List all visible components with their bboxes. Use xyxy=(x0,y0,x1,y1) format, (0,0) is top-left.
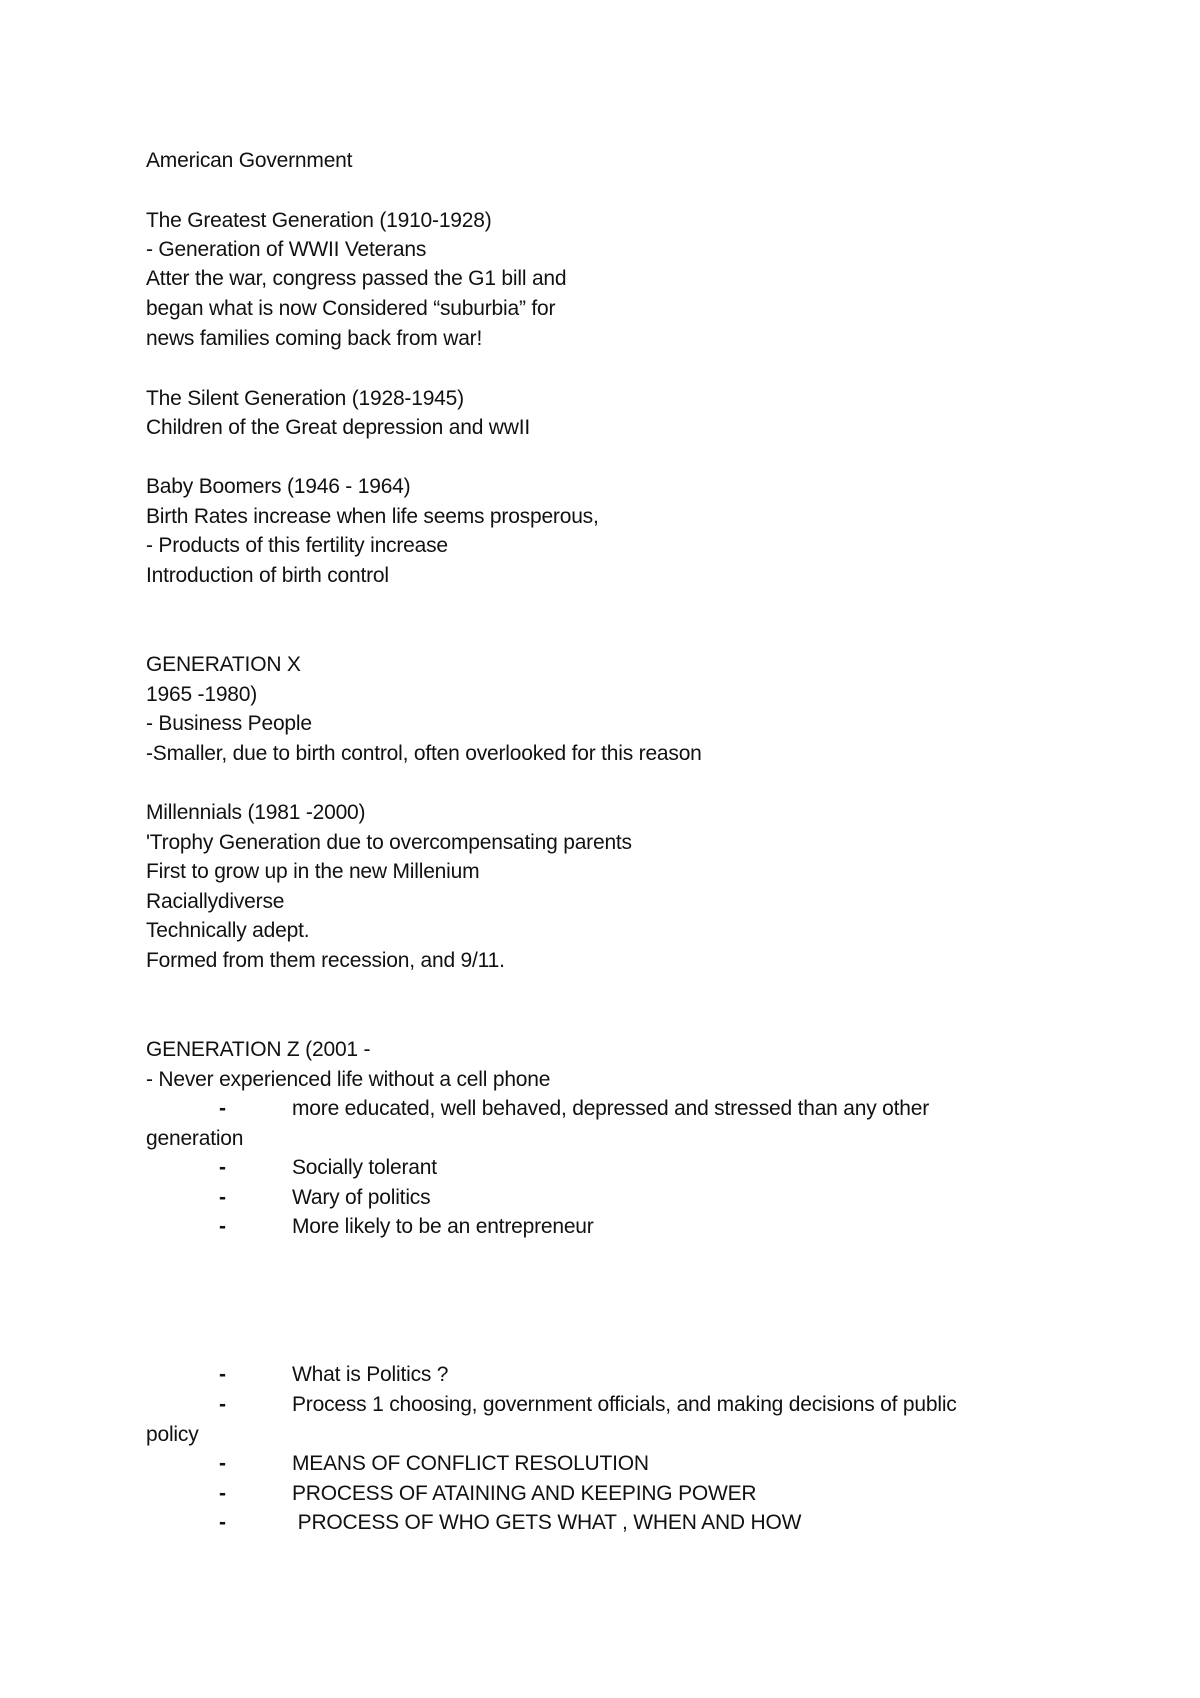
section-heading-silent: The Silent Generation (1928-1945) xyxy=(146,387,464,410)
text-line: - Business People xyxy=(146,712,312,735)
bullet-item: More likely to be an entrepreneur xyxy=(292,1215,594,1238)
bullet-dash: - xyxy=(219,1482,226,1505)
text-line: Technically adept. xyxy=(146,919,310,942)
text-line: Raciallydiverse xyxy=(146,890,285,913)
bullet-dash: - xyxy=(219,1156,226,1179)
bullet-dash: - xyxy=(219,1363,226,1386)
bullet-item: Socially tolerant xyxy=(292,1156,437,1179)
text-line: Children of the Great depression and wwII xyxy=(146,416,531,439)
bullet-item: MEANS OF CONFLICT RESOLUTION xyxy=(292,1452,649,1475)
bullet-dash: - xyxy=(219,1215,226,1238)
text-line: Atter the war, congress passed the G1 bill and xyxy=(146,267,567,290)
section-heading-boomers: Baby Boomers (1946 - 1964) xyxy=(146,475,411,498)
bullet-item: Process 1 choosing, government officials, and making decisions of public xyxy=(292,1393,957,1416)
text-line: began what is now Considered “suburbia” for xyxy=(146,297,556,320)
bullet-dash: - xyxy=(219,1186,226,1209)
bullet-item: PROCESS OF ATAINING AND KEEPING POWER xyxy=(292,1482,757,1505)
text-line: - Products of this fertility increase xyxy=(146,534,448,557)
text-line: news families coming back from war! xyxy=(146,327,483,350)
bullet-dash: - xyxy=(219,1511,226,1534)
text-line: -Smaller, due to birth control, often overlooked for this reason xyxy=(146,742,702,765)
bullet-dash: - xyxy=(219,1097,226,1120)
bullet-item: PROCESS OF WHO GETS WHAT , WHEN AND HOW xyxy=(292,1511,802,1534)
bullet-item: more educated, well behaved, depressed and stressed than any other xyxy=(292,1097,930,1120)
section-heading-genz: GENERATION Z (2001 - xyxy=(146,1038,371,1061)
text-line: 1965 -1980) xyxy=(146,683,258,706)
section-heading-millennials: Millennials (1981 -2000) xyxy=(146,801,366,824)
text-line: Formed from them recession, and 9/11. xyxy=(146,949,505,972)
bullet-dash: - xyxy=(219,1393,226,1416)
bullet-dash: - xyxy=(219,1452,226,1475)
bullet-item: Wary of politics xyxy=(292,1186,431,1209)
text-line: - Never experienced life without a cell phone xyxy=(146,1068,551,1091)
text-line-wrap: generation xyxy=(146,1127,244,1150)
section-heading-genx: GENERATION X xyxy=(146,653,301,676)
document-title: American Government xyxy=(146,149,353,172)
bullet-item: What is Politics ? xyxy=(292,1363,449,1386)
text-line: Birth Rates increase when life seems prosperous, xyxy=(146,505,599,528)
text-line: - Generation of WWII Veterans xyxy=(146,238,427,261)
text-line: First to grow up in the new Millenium xyxy=(146,860,480,883)
text-line-wrap: policy xyxy=(146,1423,199,1446)
section-heading-greatest: The Greatest Generation (1910-1928) xyxy=(146,209,492,232)
text-line: Introduction of birth control xyxy=(146,564,389,587)
text-line: 'Trophy Generation due to overcompensating parents xyxy=(146,831,632,854)
